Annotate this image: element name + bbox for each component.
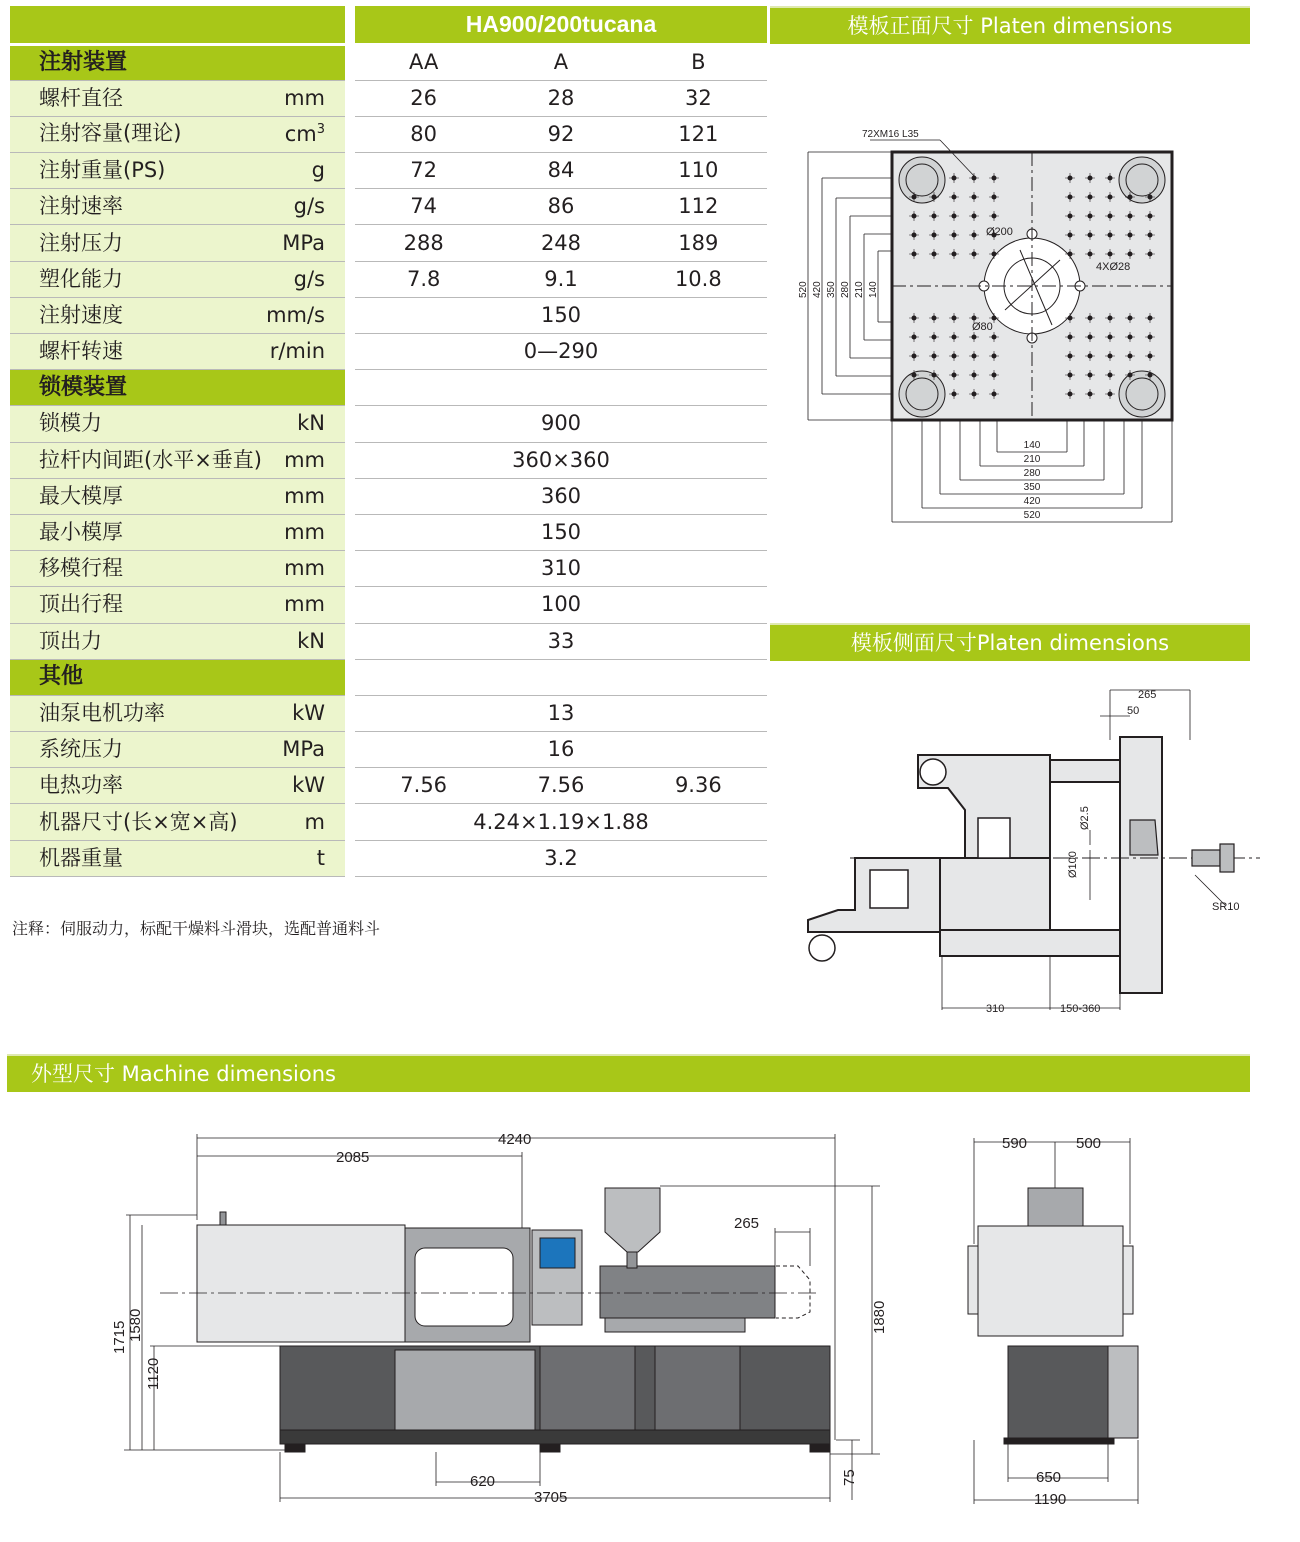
row-value: 80 xyxy=(355,116,492,152)
row-label: 机器重量 xyxy=(39,845,123,870)
row-unit: kW xyxy=(292,700,325,725)
table-row xyxy=(10,587,767,623)
group-row xyxy=(10,370,767,406)
row-value: 92 xyxy=(492,116,629,152)
table-title: HA900/200tucana xyxy=(355,6,767,44)
row-value: 112 xyxy=(630,189,767,225)
group-name: 其他 xyxy=(10,659,345,695)
column-header-row xyxy=(10,44,767,80)
section-machine-dimensions: 外型尺寸 Machine dimensions xyxy=(7,1054,1250,1092)
row-value: 10.8 xyxy=(630,261,767,297)
front-hole-label: 72XM16 L35 xyxy=(862,129,919,140)
row-label: 螺杆转速 xyxy=(39,339,123,364)
row-label: 顶出行程 xyxy=(39,592,123,617)
machine-height-1120: 1120 xyxy=(145,1357,162,1390)
row-value: 7.56 xyxy=(355,768,492,804)
machine-side-view xyxy=(100,1120,900,1520)
row-unit: t xyxy=(316,845,325,870)
table-row xyxy=(10,406,767,442)
column-header: AA xyxy=(355,44,492,80)
row-label: 注射速率 xyxy=(39,194,123,219)
row-label: 系统压力 xyxy=(39,737,123,762)
column-header: A xyxy=(492,44,629,80)
table-row xyxy=(10,334,767,370)
column-header: B xyxy=(630,44,767,80)
table-row xyxy=(10,225,767,261)
row-label: 螺杆直径 xyxy=(39,85,123,110)
row-unit: mm xyxy=(284,447,325,472)
end-dim-650: 650 xyxy=(1036,1469,1062,1486)
machine-nozzle-dim: 265 xyxy=(734,1215,760,1232)
row-value: 0—290 xyxy=(355,334,767,370)
row-value: 9.1 xyxy=(492,261,629,297)
group-row xyxy=(10,659,767,695)
row-value: 26 xyxy=(355,80,492,116)
row-label: 电热功率 xyxy=(39,773,123,798)
table-row xyxy=(10,732,767,768)
row-value: 33 xyxy=(355,623,767,659)
front-hdim-5: 520 xyxy=(1023,510,1041,521)
machine-total-length: 4240 xyxy=(498,1131,532,1148)
row-unit: mm xyxy=(284,520,325,545)
row-value: 7.56 xyxy=(492,768,629,804)
row-value: 32 xyxy=(630,80,767,116)
table-row xyxy=(10,804,767,840)
table-row xyxy=(10,768,767,804)
row-unit: MPa xyxy=(282,230,325,255)
section-side-platen: 模板侧面尺寸Platen dimensions xyxy=(770,623,1250,661)
table-row xyxy=(10,840,767,876)
row-value: 360 xyxy=(355,478,767,514)
group-name: 锁模装置 xyxy=(10,370,345,406)
row-unit: cm xyxy=(284,122,317,147)
table-row xyxy=(10,478,767,514)
group-name: 注射装置 xyxy=(10,44,345,80)
table-row xyxy=(10,80,767,116)
row-unit: g/s xyxy=(293,194,325,219)
front-hdim-4: 420 xyxy=(1023,496,1041,507)
row-label: 注射速度 xyxy=(39,302,123,327)
table-row xyxy=(10,442,767,478)
front-center-dia: Ø200 xyxy=(986,226,1013,238)
row-unit: mm xyxy=(284,592,325,617)
row-value: 72 xyxy=(355,153,492,189)
front-bolt-holes: 4XØ28 xyxy=(1096,261,1131,273)
row-label: 锁模力 xyxy=(39,411,102,436)
row-value: 4.24×1.19×1.88 xyxy=(355,804,767,840)
row-value: 900 xyxy=(355,406,767,442)
row-unit: MPa xyxy=(282,737,325,762)
row-value: 16 xyxy=(355,732,767,768)
end-dim-500: 500 xyxy=(1076,1135,1102,1152)
row-unit: g/s xyxy=(293,266,325,291)
front-vdim-0: 520 xyxy=(798,281,809,298)
table-row xyxy=(10,623,767,659)
side-dim-310: 310 xyxy=(986,1003,1005,1015)
machine-part-length: 2085 xyxy=(336,1149,370,1166)
table-row xyxy=(10,261,767,297)
front-hdim-1: 210 xyxy=(1023,454,1041,465)
row-label: 移模行程 xyxy=(39,556,123,581)
side-dim-150-360: 150-360 xyxy=(1060,1003,1101,1015)
front-vdim-4: 210 xyxy=(854,281,865,298)
row-value: 150 xyxy=(355,514,767,550)
table-row xyxy=(10,153,767,189)
spec-table xyxy=(10,6,767,877)
row-value: 9.36 xyxy=(630,768,767,804)
row-value: 360×360 xyxy=(355,442,767,478)
machine-foot-span: 620 xyxy=(470,1473,496,1490)
row-value: 13 xyxy=(355,695,767,731)
machine-end-view xyxy=(940,1120,1160,1520)
end-dim-590: 590 xyxy=(1002,1135,1028,1152)
row-value: 74 xyxy=(355,189,492,225)
row-value: 110 xyxy=(630,153,767,189)
row-value: 189 xyxy=(630,225,767,261)
row-value: 288 xyxy=(355,225,492,261)
side-dim-sr10: SR10 xyxy=(1212,901,1240,913)
front-ring-dia: Ø80 xyxy=(972,321,993,333)
table-row xyxy=(10,189,767,225)
row-label: 注射容量(理论) xyxy=(39,121,182,146)
table-row xyxy=(10,551,767,587)
side-dim-265: 265 xyxy=(1138,689,1157,701)
table-row xyxy=(10,297,767,333)
row-value: 248 xyxy=(492,225,629,261)
row-label: 塑化能力 xyxy=(39,266,123,291)
end-dim-1190: 1190 xyxy=(1034,1491,1067,1508)
row-unit: kN xyxy=(297,411,325,436)
row-unit: g xyxy=(311,158,325,183)
front-hdim-2: 280 xyxy=(1023,468,1041,479)
front-vdim-3: 280 xyxy=(840,281,851,298)
front-hdim-3: 350 xyxy=(1023,482,1041,493)
row-label: 最小模厚 xyxy=(39,520,123,545)
row-value: 3.2 xyxy=(355,840,767,876)
table-row xyxy=(10,116,767,152)
section-front-platen: 模板正面尺寸 Platen dimensions xyxy=(770,6,1250,44)
machine-height-1715: 1715 xyxy=(111,1320,128,1354)
row-label: 最大模厚 xyxy=(39,483,123,508)
row-unit: mm xyxy=(284,483,325,508)
side-dim-d100: Ø100 xyxy=(1067,851,1079,878)
row-value: 100 xyxy=(355,587,767,623)
table-header-row xyxy=(10,6,767,44)
row-label: 油泵电机功率 xyxy=(39,700,165,725)
side-platen-drawing xyxy=(800,680,1260,1020)
row-unit: mm xyxy=(284,85,325,110)
row-label: 拉杆内间距(水平×垂直) xyxy=(39,447,262,472)
front-hdim-0: 140 xyxy=(1023,440,1041,451)
row-value: 86 xyxy=(492,189,629,225)
row-unit: kW xyxy=(292,773,325,798)
front-vdim-2: 350 xyxy=(826,281,837,298)
front-platen-drawing xyxy=(790,120,1190,530)
row-value: 7.8 xyxy=(355,261,492,297)
row-label: 顶出力 xyxy=(39,628,102,653)
table-row xyxy=(10,695,767,731)
side-dim-d25: Ø2.5 xyxy=(1079,806,1091,830)
footnote: 注释：伺服动力，标配干燥料斗滑块，选配普通料斗 xyxy=(12,919,381,938)
row-label: 机器尺寸(长×宽×高) xyxy=(39,809,238,834)
front-vdim-5: 140 xyxy=(868,281,879,298)
row-value: 28 xyxy=(492,80,629,116)
row-label: 注射重量(PS) xyxy=(39,158,166,183)
row-label: 注射压力 xyxy=(39,230,123,255)
front-vdim-1: 420 xyxy=(812,281,823,298)
machine-total-height: 1880 xyxy=(871,1300,888,1334)
side-dim-50: 50 xyxy=(1127,705,1140,717)
table-row xyxy=(10,514,767,550)
row-unit: r/min xyxy=(269,339,325,364)
row-unit: kN xyxy=(297,628,325,653)
machine-height-1580: 1580 xyxy=(127,1308,144,1342)
row-value: 121 xyxy=(630,116,767,152)
row-unit: m xyxy=(304,809,325,834)
row-value: 84 xyxy=(492,153,629,189)
row-unit-sup: 3 xyxy=(316,122,325,138)
machine-base-length: 3705 xyxy=(534,1489,568,1506)
row-unit: mm/s xyxy=(266,302,325,327)
row-value: 150 xyxy=(355,297,767,333)
row-unit: mm xyxy=(284,556,325,581)
machine-base-height: 75 xyxy=(841,1469,858,1486)
row-value: 310 xyxy=(355,551,767,587)
